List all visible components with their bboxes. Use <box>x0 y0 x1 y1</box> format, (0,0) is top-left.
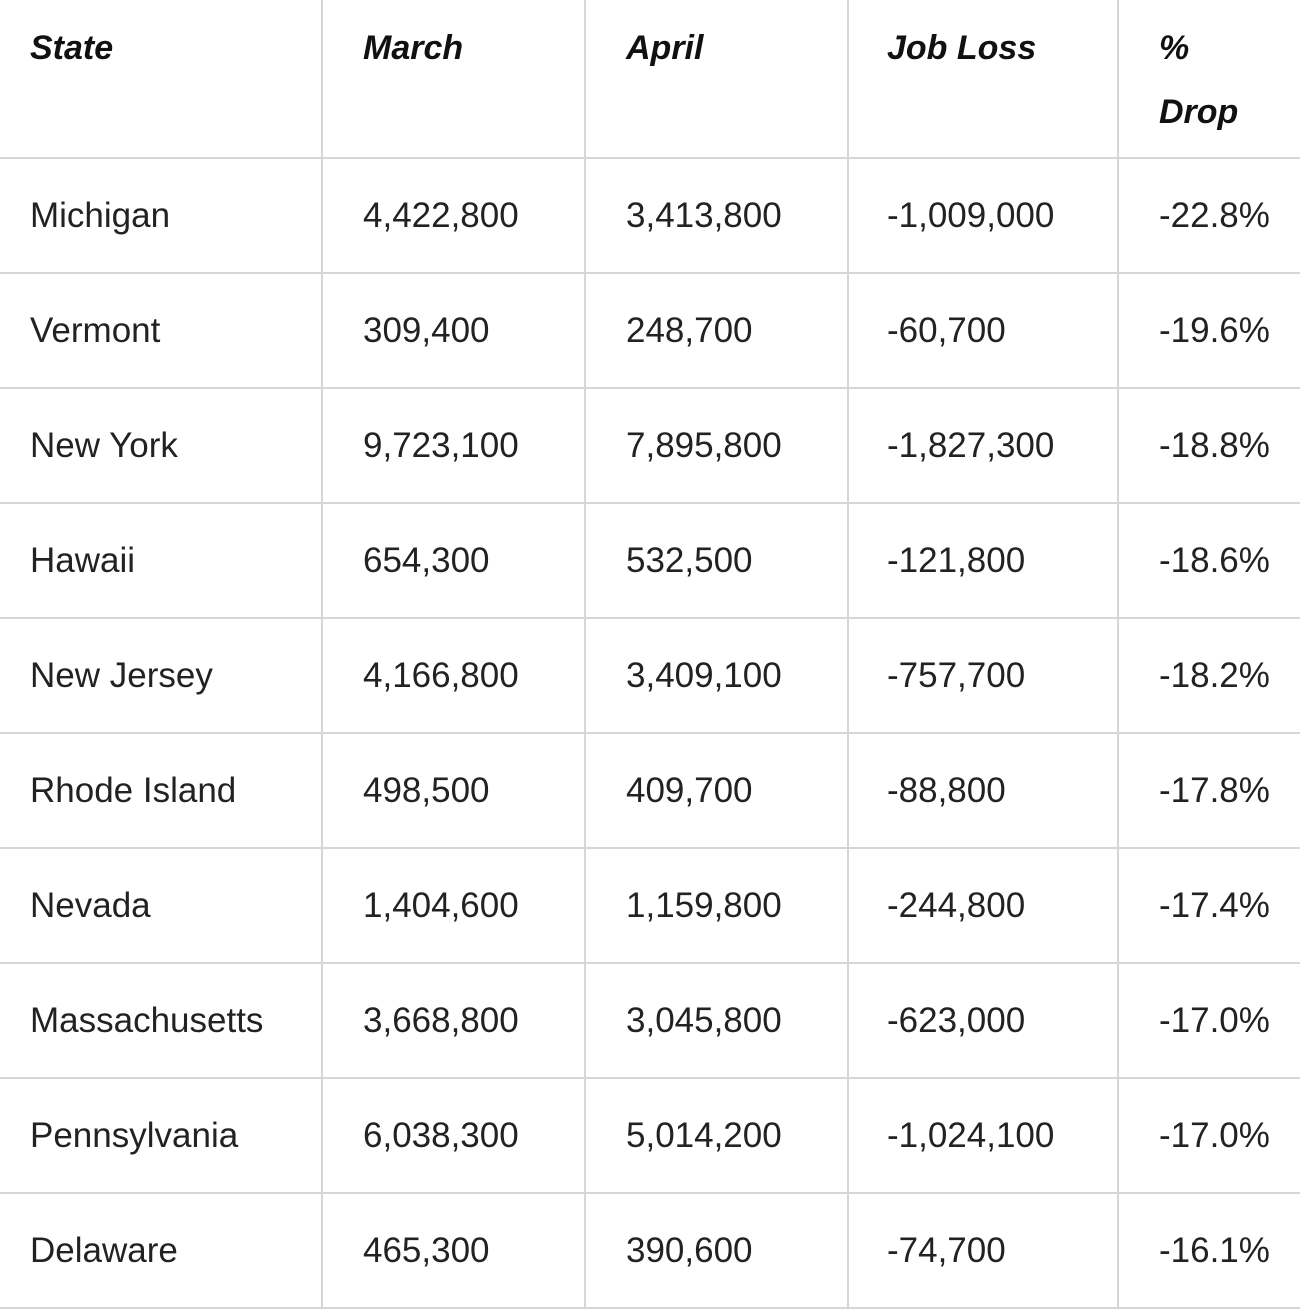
cell-pct-drop: -17.8% <box>1118 733 1300 848</box>
cell-state: Massachusetts <box>0 963 322 1078</box>
table-row <box>0 733 1300 848</box>
cell-april: 7,895,800 <box>585 388 848 503</box>
cell-job-loss: -623,000 <box>848 963 1118 1078</box>
table-row <box>0 618 1300 733</box>
cell-april: 390,600 <box>585 1193 848 1308</box>
header-april: April <box>585 0 848 158</box>
cell-march: 4,422,800 <box>322 158 585 273</box>
header-drop-label: Drop <box>1159 93 1239 131</box>
table-row <box>0 963 1300 1078</box>
cell-march: 4,166,800 <box>322 618 585 733</box>
cell-job-loss: -1,009,000 <box>848 158 1118 273</box>
cell-pct-drop: -19.6% <box>1118 273 1300 388</box>
cell-march: 465,300 <box>322 1193 585 1308</box>
cell-april: 3,409,100 <box>585 618 848 733</box>
cell-april: 5,014,200 <box>585 1078 848 1193</box>
cell-state: Hawaii <box>0 503 322 618</box>
cell-pct-drop: -16.1% <box>1118 1193 1300 1308</box>
cell-pct-drop: -18.2% <box>1118 618 1300 733</box>
cell-march: 6,038,300 <box>322 1078 585 1193</box>
cell-state: New Jersey <box>0 618 322 733</box>
cell-march: 1,404,600 <box>322 848 585 963</box>
table-row <box>0 273 1300 388</box>
table-row <box>0 158 1300 273</box>
cell-state: Rhode Island <box>0 733 322 848</box>
cell-pct-drop: -18.6% <box>1118 503 1300 618</box>
cell-march: 309,400 <box>322 273 585 388</box>
cell-job-loss: -121,800 <box>848 503 1118 618</box>
table-row <box>0 1078 1300 1193</box>
cell-job-loss: -74,700 <box>848 1193 1118 1308</box>
cell-pct-drop: -17.4% <box>1118 848 1300 963</box>
cell-march: 654,300 <box>322 503 585 618</box>
cell-april: 3,045,800 <box>585 963 848 1078</box>
cell-pct-drop: -22.8% <box>1118 158 1300 273</box>
cell-march: 3,668,800 <box>322 963 585 1078</box>
cell-pct-drop: -17.0% <box>1118 963 1300 1078</box>
cell-state: Delaware <box>0 1193 322 1308</box>
cell-job-loss: -1,827,300 <box>848 388 1118 503</box>
cell-april: 248,700 <box>585 273 848 388</box>
cell-job-loss: -1,024,100 <box>848 1078 1118 1193</box>
header-state: State <box>0 0 322 158</box>
cell-april: 3,413,800 <box>585 158 848 273</box>
cell-march: 498,500 <box>322 733 585 848</box>
cell-state: Nevada <box>0 848 322 963</box>
cell-april: 1,159,800 <box>585 848 848 963</box>
header-march: March <box>322 0 585 158</box>
header-row <box>0 0 1300 158</box>
cell-state: Pennsylvania <box>0 1078 322 1193</box>
table-row <box>0 848 1300 963</box>
cell-state: Vermont <box>0 273 322 388</box>
cell-job-loss: -757,700 <box>848 618 1118 733</box>
table-header <box>0 0 1300 158</box>
cell-pct-drop: -17.0% <box>1118 1078 1300 1193</box>
cell-april: 532,500 <box>585 503 848 618</box>
table-body <box>0 158 1300 1308</box>
table-row <box>0 388 1300 503</box>
cell-job-loss: -244,800 <box>848 848 1118 963</box>
table-row <box>0 1193 1300 1308</box>
table-row <box>0 503 1300 618</box>
header-job-loss: Job Loss <box>848 0 1118 158</box>
cell-state: New York <box>0 388 322 503</box>
cell-pct-drop: -18.8% <box>1118 388 1300 503</box>
header-pct-symbol: % <box>1159 29 1190 67</box>
cell-job-loss: -88,800 <box>848 733 1118 848</box>
cell-april: 409,700 <box>585 733 848 848</box>
cell-job-loss: -60,700 <box>848 273 1118 388</box>
cell-march: 9,723,100 <box>322 388 585 503</box>
header-pct-drop <box>1118 0 1300 158</box>
cell-state: Michigan <box>0 158 322 273</box>
